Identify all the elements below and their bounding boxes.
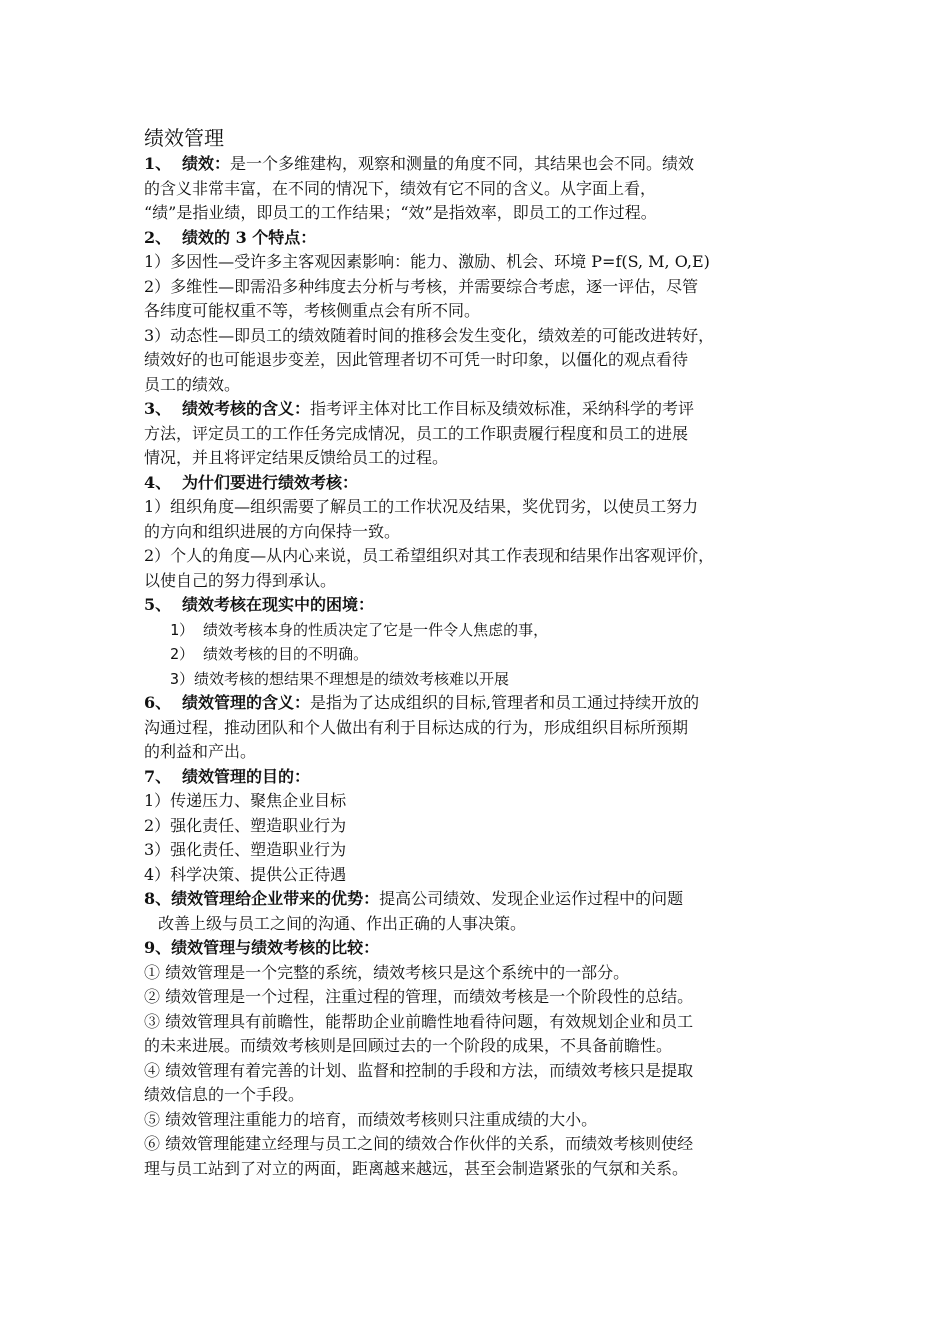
section-2-point-2a: 2）多维性—即需沿多种纬度去分析与考核，并需要综合考虑，逐一评估，尽管 [144,276,699,296]
section-text: 指考评主体对比工作目标及绩效标准，采纳科学的考评 [310,399,695,418]
section-heading: 绩效考核在现实中的困境： [182,595,375,614]
section-8-line-1 [144,887,814,912]
section-heading: 绩效管理的含义： [182,693,311,712]
section-5-heading [144,593,814,618]
section-4-heading [144,471,814,496]
section-7-heading [144,765,814,790]
section-heading: 绩效考核的含义： [182,399,311,418]
comparison-6a: ⑥ 绩效管理能建立经理与员工之间的绩效合作伙伴的关系，而绩效考核则使经 [144,1134,694,1153]
section-4-point-2a: 2）个人的角度—从内心来说，员工希望组织对其工作表现和结果作出客观评价， [144,546,715,565]
section-text: 是指为了达成组织的目标,管理者和员工通过持续开放的 [310,693,700,712]
comparison-2: ② 绩效管理是一个过程，注重过程的管理，而绩效考核是一个阶段性的总结。 [144,987,694,1006]
comparison-1: ① 绩效管理是一个完整的系统，绩效考核只是这个系统中的一部分。 [144,962,630,982]
section-5-point-3: 3）绩效考核的想结果不理想是的绩效考核难以开展 [170,669,510,688]
section-7-item-3: 3）强化责任、塑造职业行为 [144,840,347,859]
section-number: 2、 [144,227,172,247]
section-3-line-3: 情况，并且将评定结果反馈给员工的过程。 [144,448,449,467]
section-1-line-3: “绩”是指业绩，即员工的工作结果；“效”是指效率，即员工的工作过程。 [144,203,657,222]
section-9-heading: 9、绩效管理与绩效考核的比较： [144,938,380,957]
section-heading: 8、绩效管理给企业带来的优势： [144,889,380,908]
section-number: 6、 [144,693,172,712]
section-heading: 为什们要进行绩效考核： [182,472,359,492]
section-2-point-3a: 3）动态性—即员工的绩效随着时间的推移会发生变化，绩效差的可能改进转好， [144,325,715,345]
section-heading: 绩效的 3 个特点： [182,227,317,247]
section-number: 4、 [144,472,172,492]
section-7-item-2: 2）强化责任、塑造职业行为 [144,815,347,835]
section-7-item-4: 4）科学决策、提供公正待遇 [144,864,347,884]
section-5-point-2: 2） 绩效考核的目的不明确。 [170,645,369,663]
section-heading: 绩效管理的目的： [182,766,311,786]
section-6-line-3: 的利益和产出。 [144,742,257,761]
section-1-line-2: 的含义非常丰富，在不同的情况下，绩效有它不同的含义。从字面上看， [144,178,657,198]
comparison-6b: 理与员工站到了对立的两面，距离越来越远，甚至会制造紧张的气氛和关系。 [144,1158,689,1178]
section-4-point-2b: 以使自己的努力得到承认。 [144,570,337,590]
section-6-line-2: 沟通过程，推动团队和个人做出有利于目标达成的行为，形成组织目标所预期 [144,717,689,737]
section-number: 3、 [144,399,172,418]
section-2-point-3b: 绩效好的也可能退步变差，因此管理者切不可凭一时印象，以僵化的观点看待 [144,350,689,369]
section-heading: 绩效： [182,154,231,173]
section-2-heading [144,226,814,251]
section-number: 1、 [144,154,172,173]
comparison-4b: 绩效信息的一个手段。 [144,1085,305,1104]
section-7-item-1: 1）传递压力、聚焦企业目标 [144,791,347,810]
section-number: 5、 [144,595,172,614]
section-5-point-1: 1） 绩效考核本身的性质决定了它是一件令人焦虑的事， [170,620,549,639]
section-3-line-1 [144,397,814,422]
section-4-point-1a: 1）组织角度—组织需要了解员工的工作状况及结果，奖优罚劣，以使员工努力 [144,497,699,516]
comparison-3b: 的未来进展。而绩效考核则是回顾过去的一个阶段的成果，不具备前瞻性。 [144,1036,673,1055]
section-6-line-1 [144,691,814,716]
section-1-line-1 [144,152,814,177]
section-2-point-3c: 员工的绩效。 [144,374,241,394]
document-page [144,124,814,1181]
section-4-point-1b: 的方向和组织进展的方向保持一致。 [144,521,401,541]
section-3-line-2: 方法，评定员工的工作任务完成情况，员工的工作职责履行程度和员工的进展 [144,423,689,443]
comparison-5: ⑤ 绩效管理注重能力的培育，而绩效考核则只注重成绩的大小。 [144,1109,598,1129]
page-title: 绩效管理 [144,126,224,150]
section-text: 是一个多维建构，观察和测量的角度不同，其结果也会不同。绩效 [230,154,695,173]
section-number: 7、 [144,766,172,786]
comparison-4a: ④ 绩效管理有着完善的计划、监督和控制的手段和方法，而绩效考核只是提取 [144,1060,694,1080]
section-2-point-2b: 各纬度可能权重不等，考核侧重点会有所不同。 [144,301,481,320]
comparison-3a: ③ 绩效管理具有前瞻性，能帮助企业前瞻性地看待问题，有效规划企业和员工 [144,1011,694,1031]
section-2-point-1: 1）多因性—受许多主客观因素影响：能力、激励、机会、环境 P=f(S, M, O,E) [144,252,710,271]
section-8-line-2: 改善上级与员工之间的沟通、作出正确的人事决策。 [158,913,527,933]
section-text: 提高公司绩效、发现企业运作过程中的问题 [379,889,684,908]
